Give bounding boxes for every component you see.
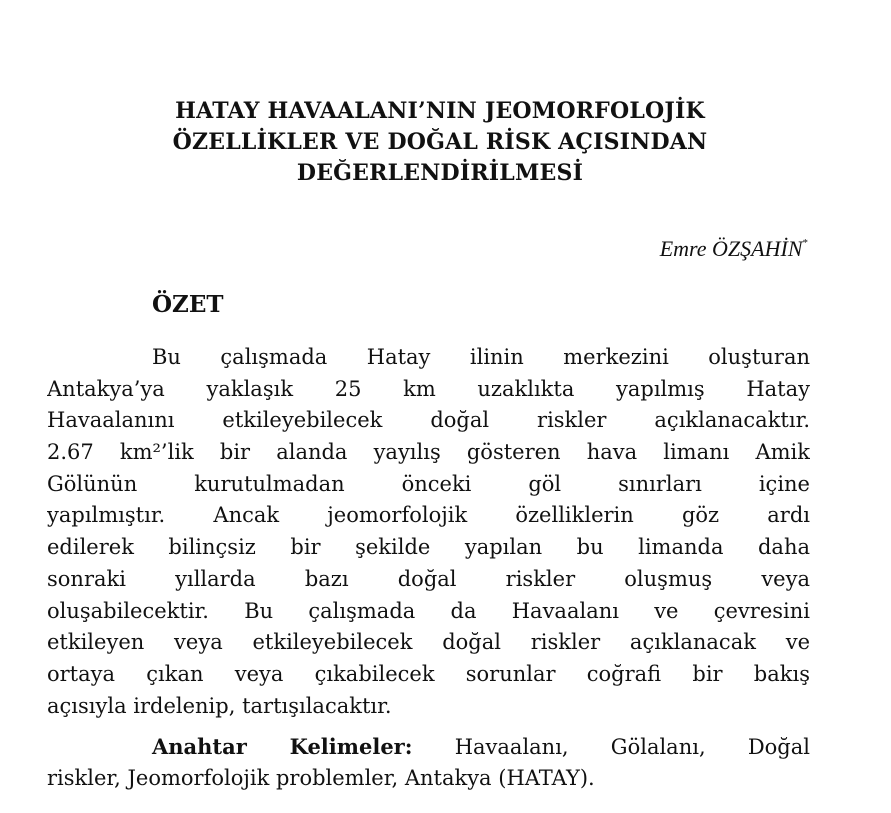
abstract-line: Gölünün kurutulmadan önceki göl sınırları içine (47, 471, 810, 496)
abstract-line: etkileyen veya etkileyebilecek doğal riskler açıklanacak ve (47, 630, 810, 655)
abstract-heading: ÖZET (152, 291, 224, 318)
keywords-section (47, 731, 810, 794)
keywords-line: riskler, Jeomorfolojik problemler, Antakya (HATAY). (47, 765, 595, 790)
author-byline (660, 228, 808, 264)
abstract-body (47, 342, 810, 722)
abstract-line: Havaalanını etkileyebilecek doğal riskler açıklanacaktır. (47, 408, 810, 433)
title-line: ÖZELLİKLER VE DOĞAL RİSK AÇISINDAN (172, 129, 708, 155)
abstract-line: sonraki yıllarda bazı doğal riskler oluşmuş veya (47, 566, 810, 591)
author-name: Emre ÖZŞAHİN (659, 236, 803, 261)
abstract-line: edilerek bilinçsiz bir şekilde yapılan bu limanda daha (47, 535, 810, 560)
paper-title (90, 96, 790, 189)
author-footnote-marker: * (802, 237, 808, 249)
title-line: HATAY HAVAALANI’NIN JEOMORFOLOJİK (175, 98, 705, 124)
abstract-line: Antakya’ya yaklaşık 25 km uzaklıkta yapılmış Hatay (47, 376, 810, 401)
title-line: DEĞERLENDİRİLMESİ (296, 160, 584, 186)
abstract-line: ortaya çıkan veya çıkabilecek sorunlar coğrafi bir bakış (47, 661, 810, 686)
keywords-line (47, 731, 810, 763)
abstract-line: 2.67 km²’lik bir alanda yayılış gösteren hava limanı Amik (47, 440, 810, 465)
abstract-line: açısıyla irdelenip, tartışılacaktır. (47, 693, 392, 718)
abstract-line: oluşabilecektir. Bu çalışmada da Havaalanı ve çevresini (47, 598, 810, 623)
keywords-label: Anahtar Kelimeler: (152, 734, 413, 759)
abstract-line: yapılmıştır. Ancak jeomorfolojik özelliklerin göz ardı (47, 503, 810, 528)
keywords-text: Havaalanı, Gölalanı, Doğal (412, 735, 810, 759)
abstract-line: Bu çalışmada Hatay ilinin merkezini oluşturan (152, 345, 810, 369)
